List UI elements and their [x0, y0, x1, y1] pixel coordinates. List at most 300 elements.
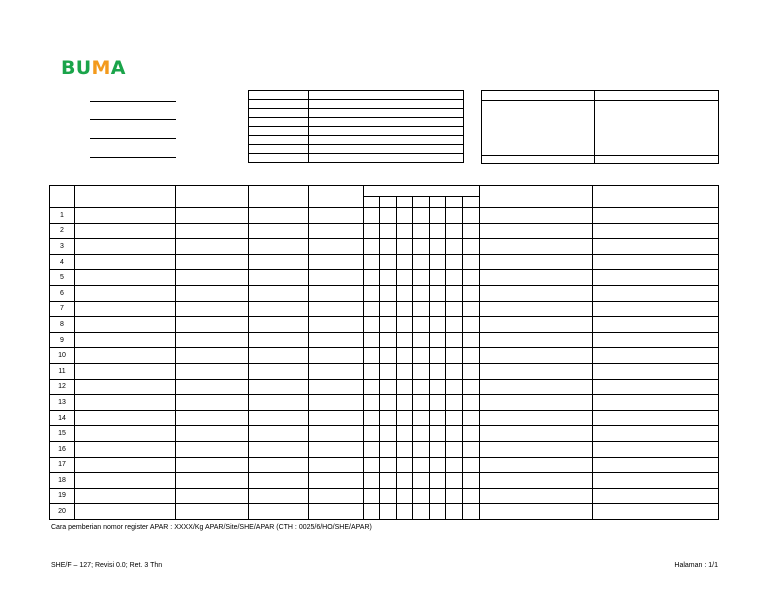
table-cell[interactable] [397, 395, 413, 411]
table-cell[interactable] [593, 473, 719, 489]
table-cell[interactable] [380, 410, 397, 426]
table-row [50, 317, 719, 333]
table-cell[interactable] [309, 473, 364, 489]
table-cell[interactable] [176, 317, 249, 333]
table-cell[interactable] [413, 395, 430, 411]
table-cell[interactable] [430, 332, 446, 348]
row-number: 7 [50, 301, 75, 317]
buma-logo: BUMA [61, 57, 126, 79]
table-cell[interactable] [463, 379, 480, 395]
row-number: 14 [50, 410, 75, 426]
table-cell[interactable] [364, 285, 380, 301]
table-cell[interactable] [480, 208, 593, 224]
table-cell[interactable] [75, 301, 176, 317]
table-cell[interactable] [413, 379, 430, 395]
table-cell[interactable] [75, 473, 176, 489]
table-cell[interactable] [593, 410, 719, 426]
table-cell[interactable] [397, 410, 413, 426]
table-cell[interactable] [249, 348, 309, 364]
table-cell[interactable] [463, 317, 480, 333]
row-number: 12 [50, 379, 75, 395]
table-cell[interactable] [380, 379, 397, 395]
table-cell[interactable] [380, 254, 397, 270]
table-cell[interactable] [249, 395, 309, 411]
table-cell[interactable] [463, 457, 480, 473]
table-cell[interactable] [593, 379, 719, 395]
table-cell[interactable] [249, 301, 309, 317]
table-cell[interactable] [593, 223, 719, 239]
table-cell[interactable] [380, 332, 397, 348]
table-cell[interactable] [446, 301, 463, 317]
table-cell[interactable] [463, 426, 480, 442]
table-cell[interactable] [75, 441, 176, 457]
table-cell[interactable] [75, 285, 176, 301]
table-cell[interactable] [309, 457, 364, 473]
table-cell[interactable] [176, 332, 249, 348]
table-cell[interactable] [593, 301, 719, 317]
table-cell[interactable] [446, 270, 463, 286]
table-cell[interactable] [75, 208, 176, 224]
document-code: SHE/F – 127; Revisi 0.0; Ret. 3 Thn [51, 562, 163, 569]
table-cell[interactable] [364, 348, 380, 364]
table-cell[interactable] [397, 239, 413, 255]
signature-line-2 [90, 119, 176, 120]
table-cell[interactable] [413, 317, 430, 333]
table-cell[interactable] [413, 239, 430, 255]
table-row [50, 285, 719, 301]
table-cell[interactable] [463, 301, 480, 317]
table-cell[interactable] [75, 488, 176, 504]
table-cell[interactable] [309, 270, 364, 286]
table-cell[interactable] [480, 317, 593, 333]
approval-table [481, 90, 719, 164]
table-cell[interactable] [446, 457, 463, 473]
table-cell[interactable] [75, 332, 176, 348]
table-cell[interactable] [75, 254, 176, 270]
table-cell[interactable] [309, 410, 364, 426]
table-cell[interactable] [176, 395, 249, 411]
info-table-left [248, 90, 464, 163]
table-cell[interactable] [75, 317, 176, 333]
table-cell[interactable] [397, 254, 413, 270]
table-cell[interactable] [463, 473, 480, 489]
table-cell[interactable] [397, 208, 413, 224]
row-number: 2 [50, 223, 75, 239]
table-cell[interactable] [593, 348, 719, 364]
table-cell[interactable] [380, 457, 397, 473]
table-cell[interactable] [397, 426, 413, 442]
table-cell[interactable] [593, 457, 719, 473]
table-cell[interactable] [446, 363, 463, 379]
table-cell[interactable] [480, 270, 593, 286]
table-cell[interactable] [380, 441, 397, 457]
table-cell[interactable] [413, 426, 430, 442]
table-cell[interactable] [176, 441, 249, 457]
table-cell[interactable] [249, 208, 309, 224]
table-cell[interactable] [249, 285, 309, 301]
table-cell[interactable] [397, 285, 413, 301]
table-cell[interactable] [75, 239, 176, 255]
table-cell[interactable] [413, 270, 430, 286]
table-cell[interactable] [75, 426, 176, 442]
table-cell[interactable] [446, 348, 463, 364]
table-cell[interactable] [364, 504, 380, 520]
table-cell[interactable] [593, 504, 719, 520]
table-cell[interactable] [413, 504, 430, 520]
table-cell[interactable] [463, 504, 480, 520]
table-cell[interactable] [593, 317, 719, 333]
table-cell[interactable] [446, 488, 463, 504]
table-cell[interactable] [176, 426, 249, 442]
table-cell[interactable] [413, 410, 430, 426]
table-row [50, 223, 719, 239]
table-cell[interactable] [176, 223, 249, 239]
table-cell[interactable] [593, 270, 719, 286]
table-cell[interactable] [430, 504, 446, 520]
table-cell[interactable] [364, 239, 380, 255]
table-cell[interactable] [593, 285, 719, 301]
table-cell[interactable] [430, 208, 446, 224]
table-cell[interactable] [446, 473, 463, 489]
table-cell[interactable] [397, 457, 413, 473]
table-row [50, 363, 719, 379]
table-cell[interactable] [75, 379, 176, 395]
table-cell[interactable] [430, 457, 446, 473]
row-number: 3 [50, 239, 75, 255]
table-cell[interactable] [397, 332, 413, 348]
table-row [50, 270, 719, 286]
table-cell[interactable] [176, 270, 249, 286]
table-cell[interactable] [397, 270, 413, 286]
table-cell[interactable] [593, 208, 719, 224]
table-cell[interactable] [480, 254, 593, 270]
table-cell[interactable] [309, 285, 364, 301]
table-cell[interactable] [463, 410, 480, 426]
table-cell[interactable] [309, 223, 364, 239]
table-cell[interactable] [309, 301, 364, 317]
table-cell[interactable] [430, 363, 446, 379]
table-cell[interactable] [249, 270, 309, 286]
table-cell[interactable] [176, 473, 249, 489]
table-cell[interactable] [176, 504, 249, 520]
table-cell[interactable] [364, 488, 380, 504]
table-cell[interactable] [593, 254, 719, 270]
table-cell[interactable] [446, 441, 463, 457]
table-cell[interactable] [413, 285, 430, 301]
table-cell[interactable] [364, 457, 380, 473]
table-cell[interactable] [413, 363, 430, 379]
table-cell[interactable] [309, 504, 364, 520]
table-cell[interactable] [446, 208, 463, 224]
table-cell[interactable] [593, 441, 719, 457]
table-cell[interactable] [430, 317, 446, 333]
table-cell[interactable] [480, 285, 593, 301]
table-cell[interactable] [380, 395, 397, 411]
table-row [50, 332, 719, 348]
table-cell[interactable] [364, 426, 380, 442]
row-number: 15 [50, 426, 75, 442]
table-cell[interactable] [446, 504, 463, 520]
table-cell[interactable] [380, 223, 397, 239]
table-cell[interactable] [593, 426, 719, 442]
table-cell[interactable] [309, 208, 364, 224]
table-cell[interactable] [413, 457, 430, 473]
table-cell[interactable] [430, 270, 446, 286]
table-cell[interactable] [480, 473, 593, 489]
row-number: 10 [50, 348, 75, 364]
table-cell[interactable] [309, 317, 364, 333]
table-cell[interactable] [364, 301, 380, 317]
table-row [50, 301, 719, 317]
table-cell[interactable] [463, 270, 480, 286]
table-cell[interactable] [75, 223, 176, 239]
table-cell[interactable] [380, 239, 397, 255]
table-row [50, 395, 719, 411]
table-cell[interactable] [75, 395, 176, 411]
table-cell[interactable] [463, 239, 480, 255]
table-cell[interactable] [309, 363, 364, 379]
table-cell[interactable] [380, 488, 397, 504]
table-cell[interactable] [380, 426, 397, 442]
table-cell[interactable] [397, 223, 413, 239]
table-cell[interactable] [380, 270, 397, 286]
table-cell[interactable] [430, 239, 446, 255]
table-cell[interactable] [75, 410, 176, 426]
table-cell[interactable] [176, 254, 249, 270]
table-cell[interactable] [430, 410, 446, 426]
table-cell[interactable] [463, 441, 480, 457]
table-cell[interactable] [480, 488, 593, 504]
table-cell[interactable] [309, 441, 364, 457]
row-number: 18 [50, 473, 75, 489]
table-cell[interactable] [397, 363, 413, 379]
table-cell[interactable] [430, 441, 446, 457]
table-cell[interactable] [309, 426, 364, 442]
table-cell[interactable] [309, 488, 364, 504]
table-cell[interactable] [249, 317, 309, 333]
table-cell[interactable] [309, 254, 364, 270]
table-cell[interactable] [446, 254, 463, 270]
table-cell[interactable] [446, 285, 463, 301]
table-cell[interactable] [413, 488, 430, 504]
table-cell[interactable] [413, 223, 430, 239]
table-cell[interactable] [364, 363, 380, 379]
table-cell[interactable] [309, 348, 364, 364]
table-cell[interactable] [430, 379, 446, 395]
table-cell[interactable] [430, 395, 446, 411]
table-cell[interactable] [176, 379, 249, 395]
table-cell[interactable] [463, 223, 480, 239]
table-row [50, 426, 719, 442]
table-cell[interactable] [380, 208, 397, 224]
table-row [50, 379, 719, 395]
table-cell[interactable] [364, 395, 380, 411]
table-cell[interactable] [176, 285, 249, 301]
table-cell[interactable] [593, 395, 719, 411]
table-cell[interactable] [364, 473, 380, 489]
table-cell[interactable] [480, 426, 593, 442]
table-cell[interactable] [463, 285, 480, 301]
table-cell[interactable] [430, 223, 446, 239]
table-cell[interactable] [446, 317, 463, 333]
table-row [50, 457, 719, 473]
signature-line-1 [90, 101, 176, 102]
table-cell[interactable] [413, 208, 430, 224]
table-cell[interactable] [249, 239, 309, 255]
table-cell[interactable] [249, 379, 309, 395]
table-cell[interactable] [309, 239, 364, 255]
table-cell[interactable] [75, 363, 176, 379]
table-cell[interactable] [446, 379, 463, 395]
register-note: Cara pemberian nomor register APAR : XXXX/Kg APAR/Site/SHE/APAR (CTH : 0025/6/HO/SHE/APAR) [51, 524, 372, 531]
table-cell[interactable] [397, 317, 413, 333]
table-cell[interactable] [480, 441, 593, 457]
table-cell[interactable] [176, 301, 249, 317]
table-cell[interactable] [430, 301, 446, 317]
table-cell[interactable] [593, 488, 719, 504]
table-cell[interactable] [446, 410, 463, 426]
table-cell[interactable] [446, 426, 463, 442]
table-cell[interactable] [480, 457, 593, 473]
table-cell[interactable] [309, 379, 364, 395]
table-row [50, 473, 719, 489]
table-cell[interactable] [397, 441, 413, 457]
table-cell[interactable] [364, 410, 380, 426]
table-cell[interactable] [430, 348, 446, 364]
table-cell[interactable] [249, 457, 309, 473]
table-cell[interactable] [249, 254, 309, 270]
table-cell[interactable] [397, 301, 413, 317]
row-number: 17 [50, 457, 75, 473]
table-cell[interactable] [397, 379, 413, 395]
table-cell[interactable] [364, 332, 380, 348]
row-number: 1 [50, 208, 75, 224]
table-cell[interactable] [176, 363, 249, 379]
table-cell[interactable] [463, 363, 480, 379]
table-cell[interactable] [480, 363, 593, 379]
signature-line-3 [90, 138, 176, 139]
table-cell[interactable] [430, 254, 446, 270]
table-cell[interactable] [463, 348, 480, 364]
table-cell[interactable] [446, 239, 463, 255]
table-cell[interactable] [413, 332, 430, 348]
table-cell[interactable] [249, 410, 309, 426]
signature-line-4 [90, 157, 176, 158]
table-cell[interactable] [75, 457, 176, 473]
table-cell[interactable] [380, 301, 397, 317]
table-cell[interactable] [380, 317, 397, 333]
table-cell[interactable] [463, 332, 480, 348]
row-number: 20 [50, 504, 75, 520]
table-cell[interactable] [75, 504, 176, 520]
table-cell[interactable] [364, 379, 380, 395]
table-cell[interactable] [480, 332, 593, 348]
table-cell[interactable] [413, 348, 430, 364]
table-cell[interactable] [463, 208, 480, 224]
table-cell[interactable] [593, 239, 719, 255]
table-cell[interactable] [75, 270, 176, 286]
table-row [50, 488, 719, 504]
row-number: 11 [50, 363, 75, 379]
table-row [50, 441, 719, 457]
table-cell[interactable] [364, 270, 380, 286]
table-cell[interactable] [430, 426, 446, 442]
table-cell[interactable] [480, 239, 593, 255]
table-cell[interactable] [364, 317, 380, 333]
table-cell[interactable] [309, 332, 364, 348]
table-cell[interactable] [463, 488, 480, 504]
table-cell[interactable] [176, 410, 249, 426]
table-cell[interactable] [397, 488, 413, 504]
table-cell[interactable] [446, 395, 463, 411]
table-cell[interactable] [249, 426, 309, 442]
table-cell[interactable] [176, 208, 249, 224]
table-cell[interactable] [413, 441, 430, 457]
table-cell[interactable] [249, 332, 309, 348]
table-cell[interactable] [463, 395, 480, 411]
table-cell[interactable] [397, 348, 413, 364]
table-cell[interactable] [480, 348, 593, 364]
table-cell[interactable] [364, 254, 380, 270]
table-cell[interactable] [380, 473, 397, 489]
table-cell[interactable] [309, 395, 364, 411]
table-cell[interactable] [249, 223, 309, 239]
row-number: 19 [50, 488, 75, 504]
table-cell[interactable] [364, 441, 380, 457]
table-cell[interactable] [413, 301, 430, 317]
table-cell[interactable] [249, 363, 309, 379]
table-cell[interactable] [249, 504, 309, 520]
table-cell[interactable] [364, 223, 380, 239]
table-cell[interactable] [413, 254, 430, 270]
table-cell[interactable] [446, 332, 463, 348]
table-cell[interactable] [480, 504, 593, 520]
table-cell[interactable] [480, 395, 593, 411]
row-number: 6 [50, 285, 75, 301]
table-cell[interactable] [397, 504, 413, 520]
table-row [50, 410, 719, 426]
table-cell[interactable] [397, 473, 413, 489]
table-cell[interactable] [176, 457, 249, 473]
table-cell[interactable] [176, 488, 249, 504]
page-number: Halaman : 1/1 [674, 562, 718, 569]
table-cell[interactable] [480, 379, 593, 395]
table-cell[interactable] [249, 441, 309, 457]
table-cell[interactable] [463, 254, 480, 270]
table-cell[interactable] [75, 348, 176, 364]
table-cell[interactable] [380, 285, 397, 301]
table-cell[interactable] [430, 285, 446, 301]
table-cell[interactable] [413, 473, 430, 489]
table-cell[interactable] [480, 410, 593, 426]
table-cell[interactable] [593, 332, 719, 348]
table-cell[interactable] [364, 208, 380, 224]
table-cell[interactable] [176, 239, 249, 255]
table-cell[interactable] [176, 348, 249, 364]
table-cell[interactable] [593, 363, 719, 379]
row-number: 13 [50, 395, 75, 411]
table-cell[interactable] [430, 488, 446, 504]
table-cell[interactable] [249, 488, 309, 504]
table-cell[interactable] [249, 473, 309, 489]
table-cell[interactable] [480, 223, 593, 239]
table-cell[interactable] [480, 301, 593, 317]
table-cell[interactable] [380, 348, 397, 364]
table-cell[interactable] [380, 363, 397, 379]
table-cell[interactable] [430, 473, 446, 489]
table-cell[interactable] [380, 504, 397, 520]
table-cell[interactable] [446, 223, 463, 239]
